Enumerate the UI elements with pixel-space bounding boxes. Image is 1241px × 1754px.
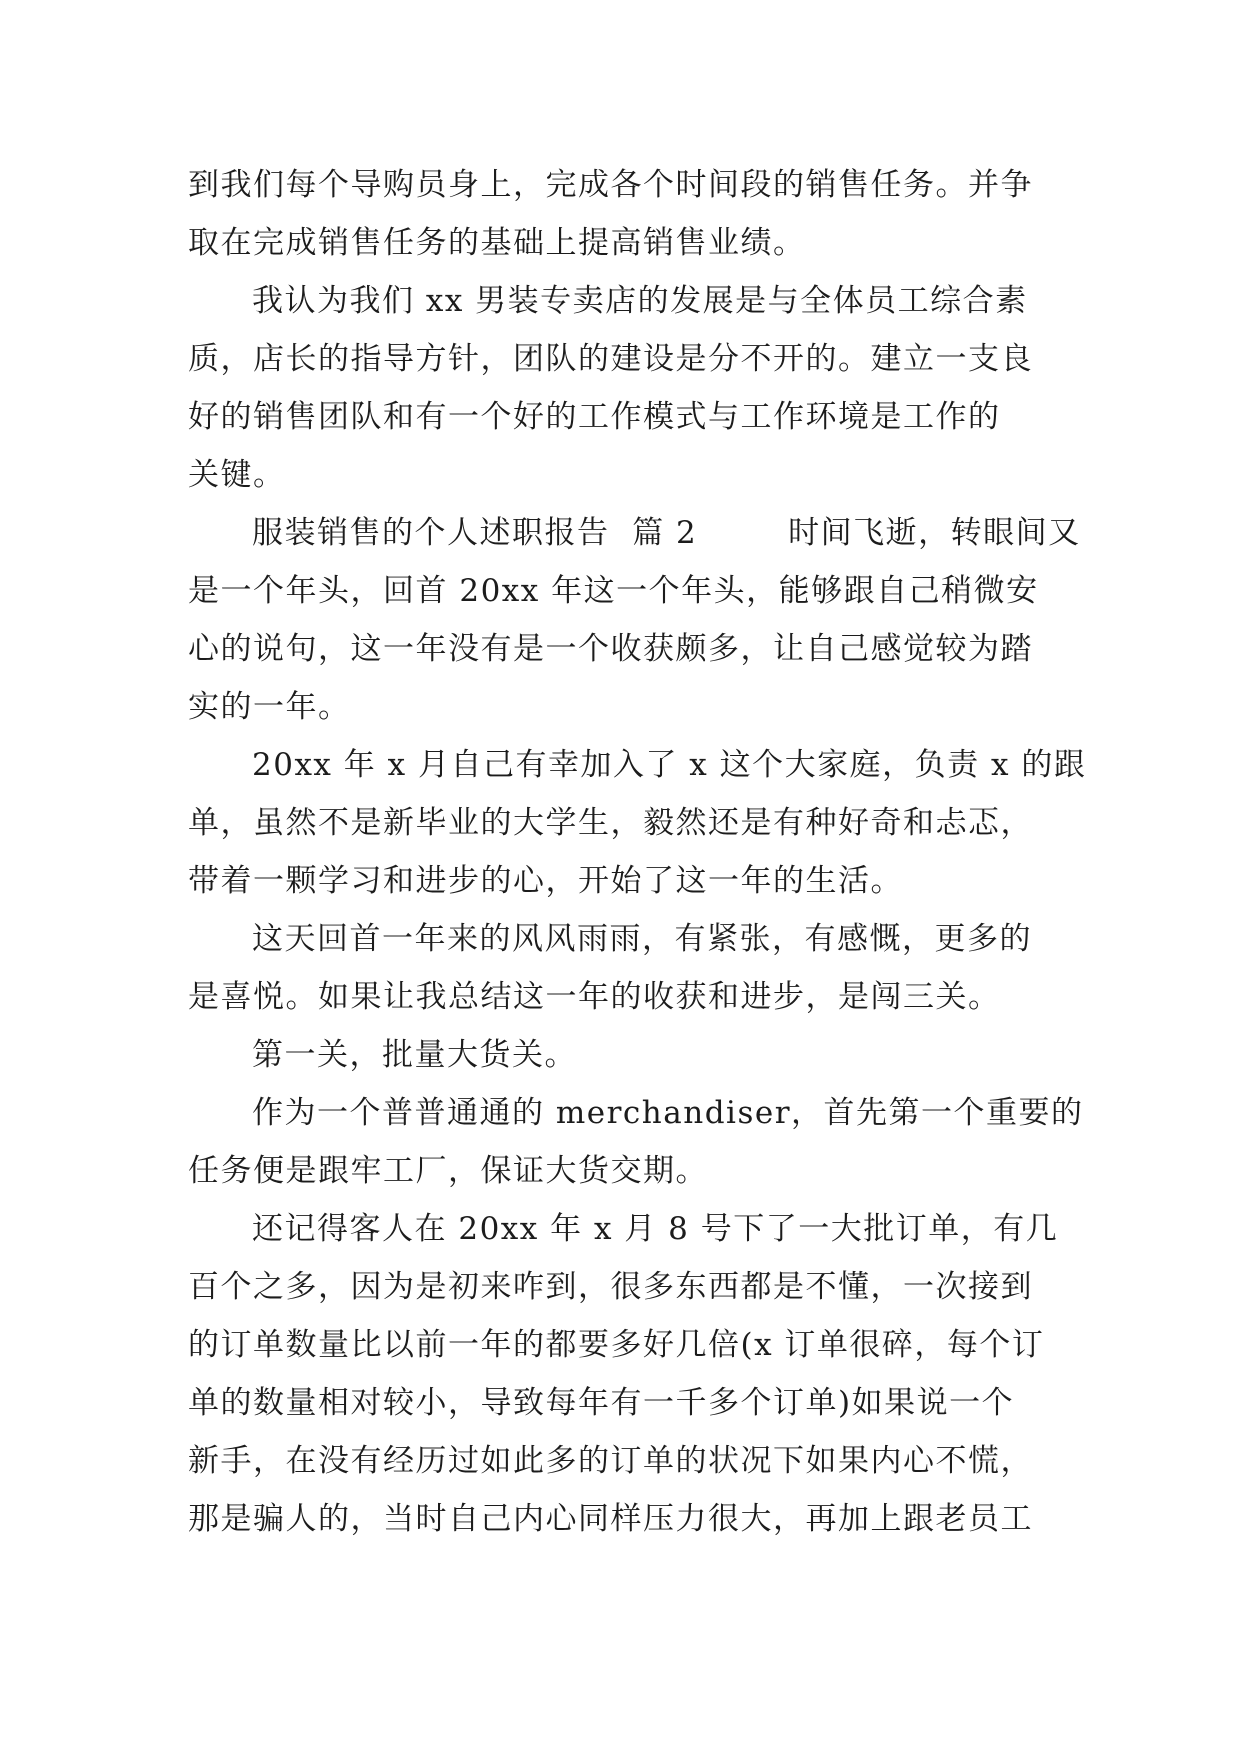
text-line: 20xx 年 x 月自己有幸加入了 x 这个大家庭，负责 x 的跟	[252, 747, 1087, 783]
text-line: 实的一年。	[188, 689, 351, 725]
text-line: 好的销售团队和有一个好的工作模式与工作环境是工作的	[188, 399, 1001, 435]
text-line: 单，虽然不是新毕业的大学生，毅然还是有种好奇和忐忑，	[188, 805, 1033, 841]
text-line: 那是骗人的，当时自己内心同样压力很大，再加上跟老员工	[188, 1501, 1033, 1537]
text-line: 心的说句，这一年没有是一个收获颇多，让自己感觉较为踏	[188, 631, 1033, 667]
text-line: 第一关，批量大货关。	[252, 1037, 577, 1073]
text-line: 单的数量相对较小，导致每年有一千多个订单)如果说一个	[188, 1385, 1015, 1421]
text-line: 是喜悦。如果让我总结这一年的收获和进步，是闯三关。	[188, 979, 1001, 1015]
text-line: 带着一颗学习和进步的心，开始了这一年的生活。	[188, 863, 903, 899]
document-body	[188, 156, 1087, 1548]
text-line: 关键。	[188, 457, 286, 493]
text-line: 质，店长的指导方针，团队的建设是分不开的。建立一支良	[188, 341, 1033, 377]
text-line: 这天回首一年来的风风雨雨，有紧张，有感慨，更多的	[252, 921, 1032, 957]
text-line: 任务便是跟牢工厂，保证大货交期。	[188, 1153, 708, 1189]
text-line: 新手，在没有经历过如此多的订单的状况下如果内心不慌，	[188, 1443, 1033, 1479]
text-line: 还记得客人在 20xx 年 x 月 8 号下了一大批订单，有几	[252, 1211, 1059, 1247]
text-line: 到我们每个导购员身上，完成各个时间段的销售任务。并争	[188, 167, 1033, 203]
text-line: 是一个年头，回首 20xx 年这一个年头，能够跟自己稍微安	[188, 573, 1039, 609]
text-line: 百个之多，因为是初来咋到，很多东西都是不懂，一次接到	[188, 1269, 1033, 1305]
text-line: 取在完成销售任务的基础上提高销售业绩。	[188, 225, 806, 261]
section-heading-line: 服装销售的个人述职报告 篇 2 时间飞逝，转眼间又	[252, 515, 1081, 551]
text-line: 作为一个普普通通的 merchandiser，首先第一个重要的	[252, 1095, 1084, 1131]
text-line: 我认为我们 xx 男装专卖店的发展是与全体员工综合素	[252, 283, 1028, 319]
text-line: 的订单数量比以前一年的都要多好几倍(x 订单很碎，每个订	[188, 1327, 1045, 1363]
